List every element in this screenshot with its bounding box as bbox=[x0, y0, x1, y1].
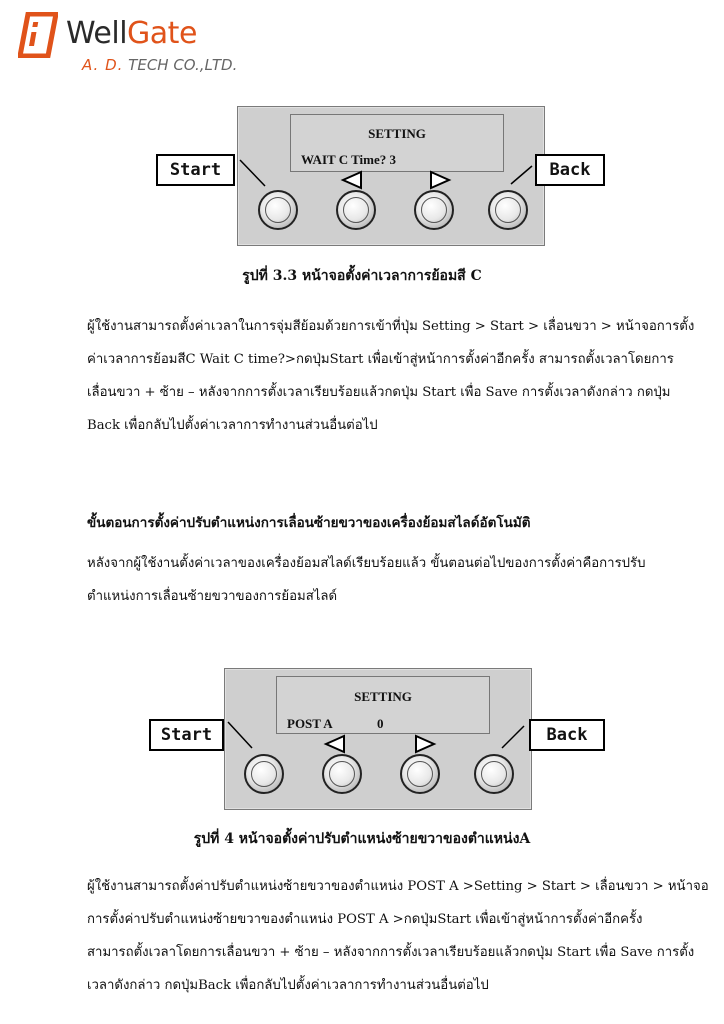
paragraph-line: ผู้ใช้งานสามารถตั้งค่าเวลาในการจุ่มสีย้อมด้วยการเข้าที่ปุ่ม Setting > Start > เลื่อนขวา > หน้าจอการตั้ง bbox=[87, 319, 695, 334]
start-leader-line bbox=[240, 160, 265, 186]
device-button-4 bbox=[474, 754, 514, 794]
left-arrow-icon bbox=[343, 172, 361, 188]
back-callout: Back bbox=[535, 154, 605, 186]
device-button-2 bbox=[322, 754, 362, 794]
device-button-4 bbox=[488, 190, 528, 230]
device-button-2 bbox=[336, 190, 376, 230]
device-button-1 bbox=[244, 754, 284, 794]
figure-2-arrows-and-leaders bbox=[0, 640, 724, 820]
paragraph-line: Back เพื่อกลับไปตั้งค่าเวลาการทำงานส่วนอื่นต่อไป bbox=[87, 418, 378, 433]
start-leader-line bbox=[228, 722, 252, 748]
paragraph-3 bbox=[87, 870, 709, 1002]
paragraph-line: หลังจากผู้ใช้งานตั้งค่าเวลาของเครื่องย้อมสไลด์เรียบร้อยแล้ว ขั้นตอนต่อไปของการตั้งค่าคือการปรับ bbox=[87, 556, 646, 571]
start-callout: Start bbox=[149, 719, 224, 751]
back-leader-line bbox=[511, 166, 532, 184]
device-button-3 bbox=[414, 190, 454, 230]
logo-sub-part2: TECH CO.,LTD. bbox=[123, 56, 238, 74]
right-arrow-icon bbox=[431, 172, 449, 188]
left-arrow-icon bbox=[326, 736, 344, 752]
paragraph-line: ผู้ใช้งานสามารถตั้งค่าปรับตำแหน่งซ้ายขวาของตำแหน่ง POST A >Setting > Start > เลื่อนขวา > หน้าจอ bbox=[87, 879, 709, 894]
device-button-3 bbox=[400, 754, 440, 794]
paragraph-1 bbox=[87, 310, 697, 442]
back-callout: Back bbox=[529, 719, 605, 751]
paragraph-line: ค่าเวลาการย้อมสีC Wait C time?>กดปุ่มStart เพื่อเข้าสู่หน้าการตั้งค่าอีกครั้ง สามารถตั้งเวลาโดยการ bbox=[87, 352, 674, 367]
paragraph-line: เวลาดังกล่าว กดปุ่มBack เพื่อกลับไปตั้งค่าเวลาการทำงานส่วนอื่นต่อไป bbox=[87, 978, 489, 993]
screen-line: WAIT C Time? 3 bbox=[301, 152, 396, 167]
screen-label: POST A bbox=[287, 716, 333, 731]
logo-brand-part1: Well bbox=[66, 16, 128, 51]
logo-brand-part2: Gate bbox=[127, 16, 197, 51]
section-heading: ขั้นตอนการตั้งค่าปรับตำแหน่งการเลื่อนซ้ายขวาของเครื่องย้อมสไลด์อัตโนมัติ bbox=[87, 515, 531, 531]
paragraph-line: ตำแหน่งการเลื่อนซ้ายขวาของการย้อมสไลด์ bbox=[87, 589, 338, 604]
figure-2-caption: รูปที่ 4 หน้าจอตั้งค่าปรับตำแหน่งซ้ายขวาของตำแหน่งA bbox=[193, 831, 531, 847]
screen-title: SETTING bbox=[354, 689, 412, 704]
back-leader-line bbox=[502, 726, 524, 748]
screen-value: 0 bbox=[377, 716, 384, 731]
device-button-1 bbox=[258, 190, 298, 230]
start-callout: Start bbox=[156, 154, 235, 186]
paragraph-line: เลื่อนขวา + ซ้าย – หลังจากการตั้งเวลาเรียบร้อยแล้วกดปุ่ม Start เพื่อ Save การตั้งเวลาดังกล่าว กดปุ่ม bbox=[87, 385, 671, 400]
paragraph-line: สามารถตั้งเวลาโดยการเลื่อนขวา + ซ้าย – หลังจากการตั้งเวลาเรียบร้อยแล้วกดปุ่ม Start เพื่อ Save การตั้ง bbox=[87, 945, 695, 960]
paragraph-2 bbox=[87, 547, 697, 613]
screen-title: SETTING bbox=[368, 126, 426, 141]
logo-sub-part1: A. D. bbox=[82, 56, 124, 74]
right-arrow-icon bbox=[416, 736, 434, 752]
figure-1-caption: รูปที่ 3.3 หน้าจอตั้งค่าเวลาการย้อมสี C bbox=[242, 268, 482, 284]
paragraph-line: การตั้งค่าปรับตำแหน่งซ้ายขวาของตำแหน่ง POST A >กดปุ่มStart เพื่อเข้าสู่หน้าการตั้งค่าอีกครั้ง bbox=[87, 912, 643, 927]
